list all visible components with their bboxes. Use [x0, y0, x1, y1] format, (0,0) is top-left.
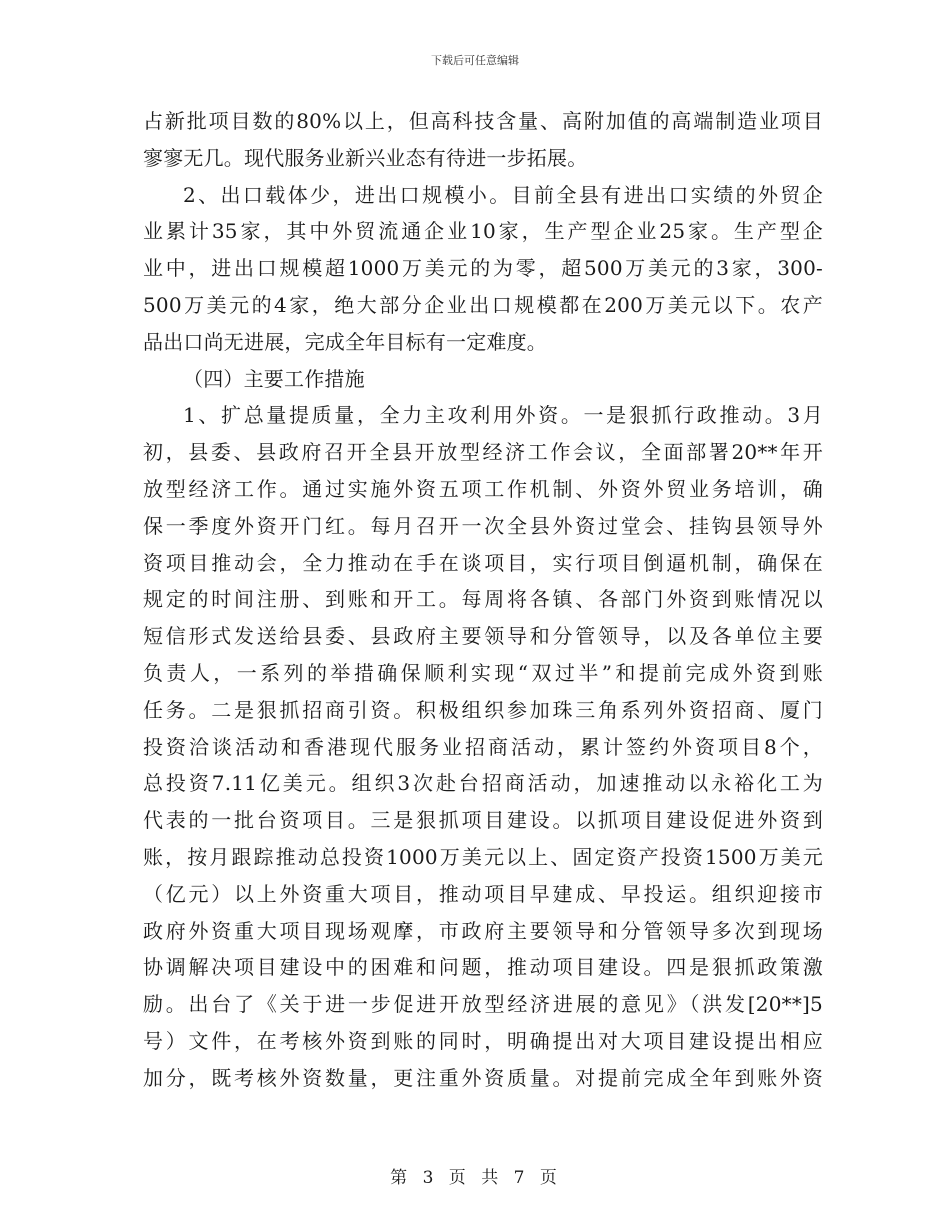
- body-line: 占新批项目数的80%以上，但高科技含量、高附加值的高端制造业项目: [143, 109, 823, 133]
- document-body: [143, 103, 823, 1097]
- body-line: 品出口尚无进展，完成全年目标有一定难度。: [143, 329, 547, 354]
- body-line: 账，按月跟踪推动总投资1000万美元以上、固定资产投资1500万美元: [143, 844, 823, 869]
- body-line: 初，县委、县政府召开全县开放型经济工作会议，全面部署20**年开: [143, 440, 823, 465]
- body-line: 负责人，一系列的举措确保顺利实现“双过半”和提前完成外资到账: [143, 660, 823, 685]
- body-line: 短信形式发送给县委、县政府主要领导和分管领导，以及各单位主要: [143, 624, 823, 649]
- body-line: 业累计35家，其中外贸流通企业10家，生产型企业25家。生产型企: [143, 219, 823, 244]
- page-header: 下载后可任意编辑: [431, 54, 519, 67]
- body-line: 500万美元的4家，绝大部分企业出口规模都在200万美元以下。农产: [143, 292, 823, 317]
- page-footer: 第 3 页 共 7 页: [390, 1168, 560, 1188]
- body-line: 寥寥无几。现代服务业新兴业态有待进一步拓展。: [143, 145, 588, 170]
- body-line: 业中，进出口规模超1000万美元的为零，超500万美元的3家，300-: [143, 256, 823, 281]
- body-line: 资项目推动会，全力推动在手在谈项目，实行项目倒逼机制，确保在: [143, 550, 823, 575]
- body-line: 放型经济工作。通过实施外资五项工作机制、外资外贸业务培训，确: [143, 476, 823, 501]
- body-line: 政府外资重大项目现场观摩，市政府主要领导和分管领导多次到现场: [143, 918, 823, 943]
- body-line: 1、扩总量提质量，全力主攻利用外资。一是狠抓行政推动。3月: [183, 403, 823, 428]
- body-line: 总投资7.11亿美元。组织3次赴台招商活动，加速推动以永裕化工为: [143, 771, 823, 796]
- body-line: 规定的时间注册、到账和开工。每周将各镇、各部门外资到账情况以: [143, 587, 823, 612]
- body-line: 任务。二是狠抓招商引资。积极组织参加珠三角系列外资招商、厦门: [143, 697, 823, 722]
- body-line: 投资洽谈活动和香港现代服务业招商活动，累计签约外资项目8个，: [143, 734, 823, 759]
- section-heading: （四）主要工作措施: [183, 366, 365, 391]
- body-line: 加分，既考核外资数量，更注重外资质量。对提前完成全年到账外资: [143, 1065, 823, 1090]
- body-line: 保一季度外资开门红。每月召开一次全县外资过堂会、挂钩县领导外: [143, 513, 823, 538]
- body-line: 号）文件，在考核外资到账的同时，明确提出对大项目建设提出相应: [143, 1028, 823, 1053]
- body-line: 励。出台了《关于进一步促进开放型经济进展的意见》（洪发[20**]5: [143, 992, 823, 1017]
- body-line: 2、出口载体少，进出口规模小。目前全县有进出口实绩的外贸企: [183, 182, 823, 207]
- body-line: 代表的一批台资项目。三是狠抓项目建设。以抓项目建设促进外资到: [143, 808, 823, 833]
- body-line: 协调解决项目建设中的困难和问题，推动项目建设。四是狠抓政策激: [143, 955, 823, 980]
- body-line: （亿元）以上外资重大项目，推动项目早建成、早投运。组织迎接市: [143, 881, 823, 906]
